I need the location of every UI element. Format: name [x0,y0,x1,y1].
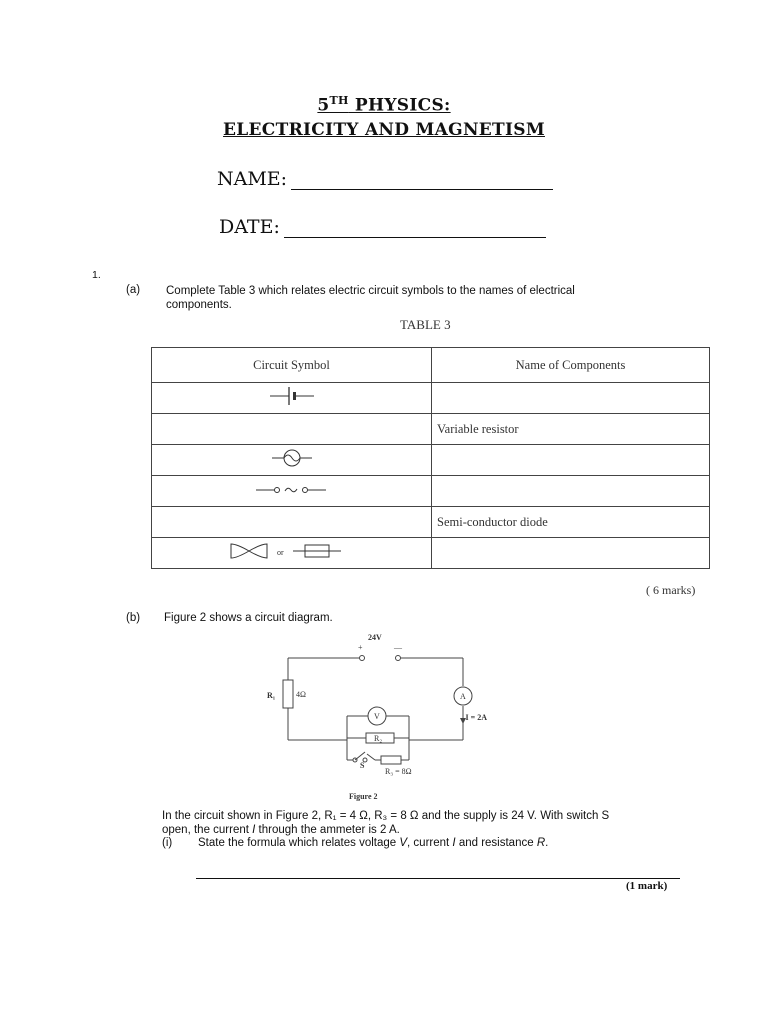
worksheet-title [0,94,768,116]
lamp-symbol-icon [262,446,322,470]
symbol-cell [152,445,432,476]
date-blank-line[interactable] [284,219,546,238]
text-fragment: . [545,837,549,849]
r1-value: 4Ω [296,690,306,699]
text-fragment: open, the current [162,824,253,836]
table-row [152,538,710,569]
component-name-cell[interactable] [432,445,710,476]
answer-line[interactable] [196,878,680,879]
header-circuit-symbol: Circuit Symbol [152,348,432,383]
circuit-description-line-2 [162,824,400,836]
part-b-label: (b) [126,612,141,624]
r2-label: R₂ [374,734,383,743]
cell-symbol-icon [262,384,322,408]
voltmeter-label: V [374,712,380,721]
header-name-of-components: Name of Components [432,348,710,383]
ammeter-label: A [460,692,466,701]
supply-label: 24V [368,633,382,642]
current-symbol: I [452,837,456,849]
part-b-instruction: Figure 2 shows a circuit diagram. [164,612,333,624]
circuit-diagram [255,628,495,806]
date-label: DATE: [219,216,280,238]
part-a-label: (a) [126,284,141,296]
resistance-symbol: R [536,837,546,849]
name-blank-line[interactable] [291,171,553,190]
resistor-r1 [283,680,293,708]
table-row [152,414,710,445]
table-header-row [152,348,710,383]
minus-sign: — [394,643,402,652]
symbol-cell[interactable] [152,414,432,445]
name-label: NAME: [217,168,288,190]
component-name-cell: Semi-conductor diode [432,507,710,538]
symbol-cell [152,538,432,569]
current-label: I = 2A [465,713,487,722]
table-row [152,507,710,538]
component-name-cell: Variable resistor [432,414,710,445]
text-fragment: , current [407,837,453,849]
sub-question-i-marks: (1 mark) [626,880,668,892]
fuse-or-text: or [276,548,284,557]
voltage-symbol: V [399,837,408,849]
symbol-cell [152,476,432,507]
text-fragment: through the ammeter is 2 A. [255,824,400,836]
table-row [152,383,710,414]
component-name-cell[interactable] [432,538,710,569]
switch-label: S [360,761,365,770]
title-superscript: TH [329,94,349,107]
sub-question-i-text [198,837,548,849]
current-symbol: I [252,824,256,836]
component-name-cell[interactable] [432,383,710,414]
symbol-cell [152,383,432,414]
sub-question-i-label: (i) [162,837,173,849]
table-3 [151,347,710,569]
table-caption: TABLE 3 [400,317,451,332]
ac-source-symbol-icon [252,477,332,501]
resistor-r3 [381,756,401,764]
text-fragment: and resistance [455,837,537,849]
component-name-cell[interactable] [432,476,710,507]
name-field[interactable] [217,168,553,190]
worksheet-subtitle: ELECTRICITY AND MAGNETISM [223,120,545,140]
date-field[interactable] [219,216,546,238]
part-a-marks: ( 6 marks) [646,583,696,597]
symbol-cell[interactable] [152,507,432,538]
supply-positive-terminal [360,656,365,661]
table-row [152,445,710,476]
fuse-symbol-icon [227,538,357,564]
title-number: 5 [317,95,330,116]
table-row [152,476,710,507]
title-subject: PHYSICS: [348,95,451,116]
question-number: 1. [92,269,101,281]
circuit-description-line-1: In the circuit shown in Figure 2, R₁ = 4 Ω, R₃ = 8 Ω and the supply is 24 V. With switch S [162,810,610,822]
figure-caption: Figure 2 [349,792,378,801]
supply-negative-terminal [396,656,401,661]
text-fragment: State the formula which relates voltage [198,837,400,849]
r1-label: R₁ [267,691,276,700]
part-a-instruction: Complete Table 3 which relates electric circuit symbols to the names of electrical components. [166,285,575,311]
plus-sign: + [358,643,363,652]
r3-label: R₃ = 8Ω [385,767,412,776]
